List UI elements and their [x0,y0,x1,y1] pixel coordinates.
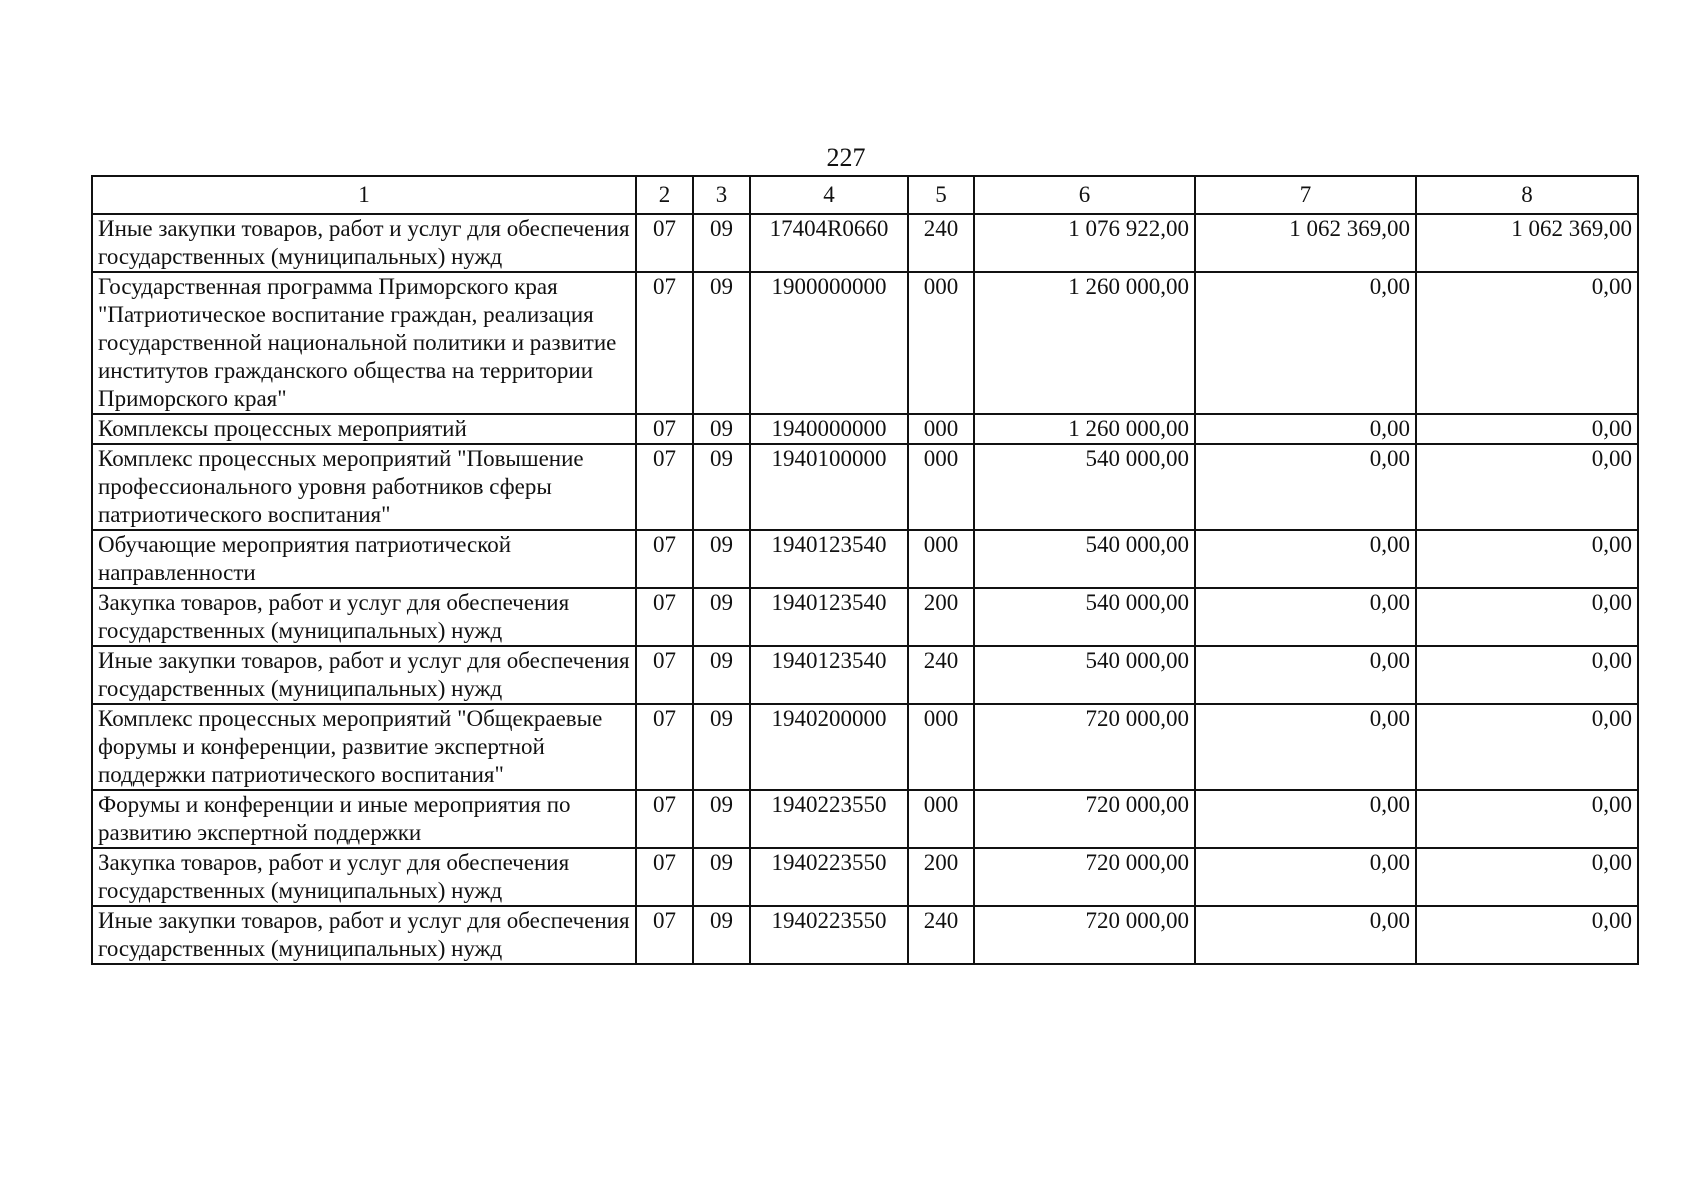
amount-col7-cell: 0,00 [1195,272,1416,414]
expense-type-cell: 200 [908,848,974,906]
section-code-cell: 07 [636,906,693,964]
column-header: 2 [636,176,693,214]
amount-col7-cell: 0,00 [1195,906,1416,964]
target-article-cell: 1940100000 [750,444,908,530]
expense-type-cell: 240 [908,906,974,964]
amount-col7-cell: 0,00 [1195,444,1416,530]
subsection-code-cell: 09 [693,530,750,588]
table-row [92,272,1638,414]
target-article-cell: 1940223550 [750,790,908,848]
amount-col6-cell: 720 000,00 [974,848,1195,906]
table-row [92,588,1638,646]
amount-col7-cell: 0,00 [1195,790,1416,848]
subsection-code-cell: 09 [693,588,750,646]
subsection-code-cell: 09 [693,444,750,530]
amount-col6-cell: 1 260 000,00 [974,414,1195,444]
amount-col6-cell: 540 000,00 [974,530,1195,588]
table-row [92,906,1638,964]
target-article-cell: 1940000000 [750,414,908,444]
amount-col8-cell: 0,00 [1416,704,1638,790]
amount-col7-cell: 0,00 [1195,848,1416,906]
column-header: 7 [1195,176,1416,214]
expense-type-cell: 000 [908,790,974,848]
expense-type-cell: 000 [908,414,974,444]
row-name-cell: Комплекс процессных мероприятий "Общекраевые форумы и конференции, развитие экспертной поддержки патриотического воспитания" [92,704,636,790]
subsection-code-cell: 09 [693,704,750,790]
budget-table [91,175,1639,965]
amount-col8-cell: 0,00 [1416,790,1638,848]
row-name-cell: Иные закупки товаров, работ и услуг для обеспечения государственных (муниципальных) нужд [92,214,636,272]
row-name-cell: Иные закупки товаров, работ и услуг для обеспечения государственных (муниципальных) нужд [92,906,636,964]
row-name-cell: Форумы и конференции и иные мероприятия по развитию экспертной поддержки [92,790,636,848]
amount-col8-cell: 0,00 [1416,272,1638,414]
section-code-cell: 07 [636,646,693,704]
amount-col6-cell: 1 260 000,00 [974,272,1195,414]
target-article-cell: 1940123540 [750,646,908,704]
column-header: 3 [693,176,750,214]
amount-col6-cell: 720 000,00 [974,704,1195,790]
column-header: 1 [92,176,636,214]
expense-type-cell: 000 [908,530,974,588]
row-name-cell: Иные закупки товаров, работ и услуг для обеспечения государственных (муниципальных) нужд [92,646,636,704]
amount-col8-cell: 0,00 [1416,588,1638,646]
target-article-cell: 1940123540 [750,530,908,588]
table-header-row [92,176,1638,214]
expense-type-cell: 240 [908,646,974,704]
section-code-cell: 07 [636,704,693,790]
amount-col6-cell: 1 076 922,00 [974,214,1195,272]
subsection-code-cell: 09 [693,848,750,906]
section-code-cell: 07 [636,214,693,272]
subsection-code-cell: 09 [693,414,750,444]
subsection-code-cell: 09 [693,646,750,704]
amount-col8-cell: 1 062 369,00 [1416,214,1638,272]
row-name-cell: Обучающие мероприятия патриотической направленности [92,530,636,588]
table-row [92,414,1638,444]
amount-col7-cell: 0,00 [1195,646,1416,704]
page-number: 227 [826,143,866,172]
table-row [92,790,1638,848]
target-article-cell: 1900000000 [750,272,908,414]
amount-col7-cell: 0,00 [1195,530,1416,588]
amount-col8-cell: 0,00 [1416,848,1638,906]
amount-col7-cell: 0,00 [1195,414,1416,444]
subsection-code-cell: 09 [693,272,750,414]
section-code-cell: 07 [636,588,693,646]
table-body [92,214,1638,964]
subsection-code-cell: 09 [693,906,750,964]
amount-col7-cell: 0,00 [1195,704,1416,790]
table-row [92,704,1638,790]
amount-col6-cell: 720 000,00 [974,790,1195,848]
target-article-cell: 1940223550 [750,848,908,906]
table-row [92,646,1638,704]
row-name-cell: Комплексы процессных мероприятий [92,414,636,444]
amount-col7-cell: 1 062 369,00 [1195,214,1416,272]
table-row [92,214,1638,272]
subsection-code-cell: 09 [693,214,750,272]
row-name-cell: Закупка товаров, работ и услуг для обеспечения государственных (муниципальных) нужд [92,588,636,646]
subsection-code-cell: 09 [693,790,750,848]
amount-col8-cell: 0,00 [1416,414,1638,444]
row-name-cell: Комплекс процессных мероприятий "Повышение профессионального уровня работников сферы патриотического воспитания" [92,444,636,530]
section-code-cell: 07 [636,272,693,414]
target-article-cell: 1940223550 [750,906,908,964]
amount-col8-cell: 0,00 [1416,530,1638,588]
column-header: 8 [1416,176,1638,214]
section-code-cell: 07 [636,848,693,906]
expense-type-cell: 240 [908,214,974,272]
amount-col8-cell: 0,00 [1416,906,1638,964]
row-name-cell: Государственная программа Приморского края "Патриотическое воспитание граждан, реализация государственной национальной политики и развитие институтов гражданского общества на территории Приморского края" [92,272,636,414]
target-article-cell: 17404R0660 [750,214,908,272]
section-code-cell: 07 [636,790,693,848]
table-row [92,530,1638,588]
table-row [92,444,1638,530]
amount-col8-cell: 0,00 [1416,444,1638,530]
amount-col7-cell: 0,00 [1195,588,1416,646]
column-header: 6 [974,176,1195,214]
column-header: 4 [750,176,908,214]
amount-col6-cell: 720 000,00 [974,906,1195,964]
amount-col8-cell: 0,00 [1416,646,1638,704]
amount-col6-cell: 540 000,00 [974,444,1195,530]
amount-col6-cell: 540 000,00 [974,588,1195,646]
section-code-cell: 07 [636,530,693,588]
row-name-cell: Закупка товаров, работ и услуг для обеспечения государственных (муниципальных) нужд [92,848,636,906]
target-article-cell: 1940123540 [750,588,908,646]
expense-type-cell: 000 [908,444,974,530]
expense-type-cell: 200 [908,588,974,646]
expense-type-cell: 000 [908,704,974,790]
expense-type-cell: 000 [908,272,974,414]
target-article-cell: 1940200000 [750,704,908,790]
amount-col6-cell: 540 000,00 [974,646,1195,704]
section-code-cell: 07 [636,414,693,444]
table-row [92,848,1638,906]
section-code-cell: 07 [636,444,693,530]
column-header: 5 [908,176,974,214]
